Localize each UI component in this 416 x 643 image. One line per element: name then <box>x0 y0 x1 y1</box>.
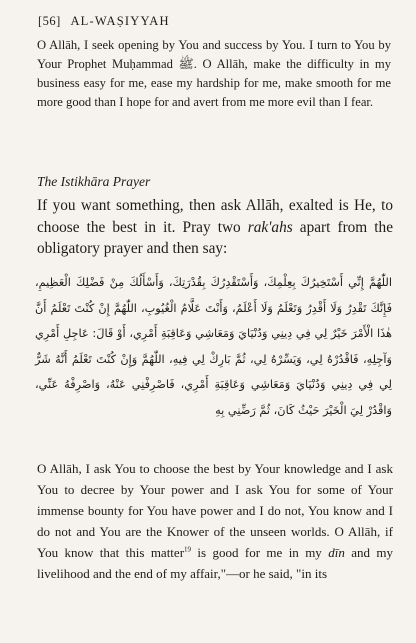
translation-text-end: and my livelihood and the end of my affair,"—or he said, "in its <box>37 545 393 581</box>
rakahs-term: rak'ahs <box>247 218 293 236</box>
dua-translation-paragraph <box>37 458 393 584</box>
translation-text-start: O Allāh, I ask You to choose the best by Your knowledge and I ask You to decree by Your power and I ask You for some of Your immense bounty for You have power and I do not, You know and I do not and You are the Knower of the unseen worlds. O Allāh, if You know that this matter <box>37 461 393 560</box>
istikhara-instruction-paragraph <box>37 195 393 260</box>
page-number: [56] <box>38 14 61 28</box>
supplication-translation-paragraph: O Allāh, I seek opening by You and success by You. I turn to You by Your Prophet Muḥammad ﷺ. O Allāh, make the difficulty in my business easy for me, ease my hardship for me, make smooth for me more good than I hope for and avert from me more evil than I fear. <box>37 38 391 109</box>
page-header <box>38 14 170 29</box>
arabic-istikhara-dua: اللّٰهُمَّ إِنِّي أَسْتَخِيرُكَ بِعِلْمِكَ، وَأَسْتَقْدِرُكَ بِقُدْرَتِكَ، وَأَسْأَلُكَ مِنْ فَضْلِكَ الْعَظِيمِ، فَإِنَّكَ تَقْدِرُ وَلَا أَقْدِرُ وَتَعْلَمُ وَلَا أَعْلَمُ، وَأَنْتَ عَلَّامُ الْغُيُوبِ، اللّٰهُمَّ إِنْ كُنْتَ تَعْلَمُ أَنَّ هٰذَا الْأَمْرَ خَيْرٌ لِي فِي دِينِي وَدُنْيَايَ وَمَعَاشِي وَعَاقِبَةِ أَمْرِي، أَوْ قَالَ: عَاجِلِ أَمْرِي وَآجِلِهِ، فَاقْدُرْهُ لِي، وَيَسِّرْهُ لِي، ثُمَّ بَارِكْ لِي فِيهِ، اللّٰهُمَّ وَإِنْ كُنْتَ تَعْلَمُ أَنَّهُ شَرٌّ لِي فِي دِينِي وَدُنْيَايَ وَمَعَاشِي وَعَاقِبَةِ أَمْرِي، فَاصْرِفْنِي عَنْهُ، وَاصْرِفْهُ عَنِّي، وَاقْدُرْ لِيَ الْخَيْرَ حَيْثُ كَانَ، ثُمَّ رَضِّنِي بِهِ <box>35 276 392 417</box>
instruction-text-start: If you want something, then ask Allāh, exalted is He, to choose the best in it. Pray two <box>37 197 393 236</box>
running-title: AL-WAṢIYYAH <box>70 14 170 28</box>
section-heading: The Istikhāra Prayer <box>37 174 151 189</box>
translation-text-middle: is good for me in my <box>191 545 329 560</box>
din-term: dīn <box>328 545 345 560</box>
footnote-marker[interactable]: 19 <box>184 545 192 554</box>
instruction-text-end: apart from the obligatory prayer and then say: <box>37 218 393 257</box>
